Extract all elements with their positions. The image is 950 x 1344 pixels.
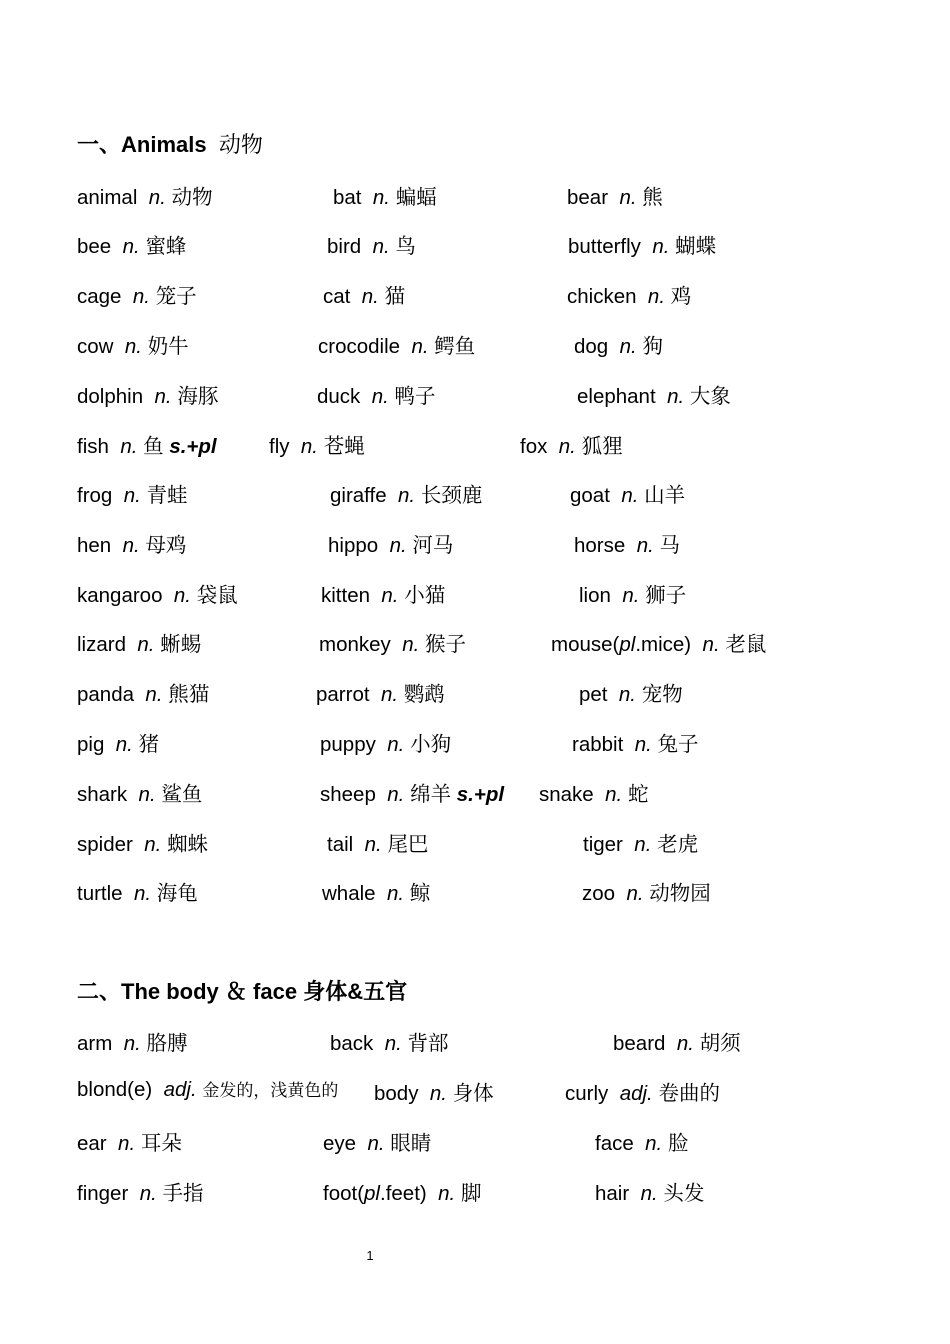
vocab-word: elephant bbox=[577, 385, 656, 408]
chinese-meaning: 熊猫 bbox=[168, 683, 210, 706]
part-of-speech: n. bbox=[144, 833, 162, 856]
vocab-entry bbox=[77, 677, 209, 707]
chinese-meaning: 熊 bbox=[642, 186, 663, 209]
part-of-speech: n. bbox=[120, 435, 138, 458]
chinese-meaning: 鲨鱼 bbox=[161, 783, 203, 806]
part-of-speech: n. bbox=[381, 584, 399, 607]
part-of-speech: n. bbox=[384, 1032, 402, 1055]
chinese-meaning: 兔子 bbox=[657, 733, 699, 756]
vocab-entry bbox=[539, 777, 648, 807]
plural-marker: pl bbox=[364, 1182, 380, 1205]
vocab-word: whale bbox=[322, 882, 376, 905]
part-of-speech: n. bbox=[115, 733, 133, 756]
vocab-word: cage bbox=[77, 285, 122, 308]
part-of-speech: n. bbox=[647, 285, 666, 308]
vocab-word: hen bbox=[77, 534, 112, 557]
vocab-word: pet bbox=[579, 683, 608, 706]
vocab-entry bbox=[77, 379, 218, 409]
part-of-speech: n. bbox=[380, 683, 399, 706]
vocab-row bbox=[0, 229, 950, 269]
vocab-entry bbox=[77, 478, 188, 508]
chinese-meaning: 绵羊 bbox=[410, 783, 452, 806]
vocab-row bbox=[0, 777, 950, 817]
vocab-word: goat bbox=[570, 484, 610, 507]
vocab-row bbox=[0, 379, 950, 419]
chinese-meaning: 鳄鱼 bbox=[434, 335, 476, 358]
vocab-entry bbox=[77, 429, 217, 459]
vocab-row bbox=[0, 429, 950, 469]
vocab-word: giraffe bbox=[330, 484, 387, 507]
vocab-entry bbox=[323, 1126, 431, 1156]
chinese-meaning: 鸡 bbox=[670, 285, 692, 308]
part-of-speech: n. bbox=[361, 285, 379, 308]
vocab-row bbox=[0, 876, 950, 916]
chinese-meaning: 苍蝇 bbox=[323, 435, 365, 458]
vocab-entry bbox=[327, 229, 416, 259]
vocab-word: bee bbox=[77, 235, 112, 258]
part-of-speech: n. bbox=[667, 385, 685, 408]
vocab-word: eye bbox=[323, 1132, 357, 1155]
section-heading-animals bbox=[77, 128, 263, 159]
vocab-word: animal bbox=[77, 186, 138, 209]
vocab-word: tail bbox=[327, 833, 354, 856]
vocab-word: curly bbox=[565, 1082, 609, 1105]
part-of-speech: n. bbox=[386, 882, 405, 905]
vocab-word: bird bbox=[327, 235, 362, 258]
vocab-entry bbox=[330, 1026, 449, 1056]
chinese-meaning: 海龟 bbox=[156, 882, 198, 905]
part-of-speech: n. bbox=[558, 435, 576, 458]
section-title-cn: 动物 bbox=[218, 132, 263, 157]
chinese-meaning: 鸟 bbox=[395, 235, 416, 258]
vocab-word: bat bbox=[333, 186, 362, 209]
part-of-speech: n. bbox=[398, 484, 416, 507]
vocab-row bbox=[0, 279, 950, 319]
chinese-meaning: 胳膊 bbox=[146, 1032, 188, 1055]
vocab-row bbox=[0, 528, 950, 568]
chinese-meaning: 海豚 bbox=[177, 385, 219, 408]
part-of-speech: n. bbox=[387, 783, 405, 806]
vocab-entry bbox=[322, 876, 430, 906]
vocab-entry bbox=[582, 876, 711, 906]
vocab-word: snake bbox=[539, 783, 594, 806]
vocab-word: parrot bbox=[316, 683, 370, 706]
chinese-meaning: 奶牛 bbox=[147, 335, 189, 358]
vocab-entry bbox=[77, 1026, 188, 1056]
vocab-word: rabbit bbox=[572, 733, 624, 756]
chinese-meaning: 动物 bbox=[171, 186, 213, 209]
part-of-speech: n. bbox=[429, 1082, 447, 1105]
vocab-entry bbox=[77, 1076, 338, 1102]
part-of-speech: n. bbox=[122, 534, 140, 557]
vocab-word: pig bbox=[77, 733, 105, 756]
part-of-speech: n. bbox=[300, 435, 319, 458]
plural-marker: pl bbox=[619, 633, 636, 656]
vocab-row bbox=[0, 727, 950, 767]
vocab-word: monkey bbox=[319, 633, 391, 656]
vocab-word: spider bbox=[77, 833, 133, 856]
chinese-meaning: 山羊 bbox=[644, 484, 686, 507]
vocab-word: ear bbox=[77, 1132, 107, 1155]
part-of-speech: n. bbox=[636, 534, 654, 557]
chinese-meaning: 蝙蝠 bbox=[395, 186, 437, 209]
chinese-meaning: 脸 bbox=[667, 1132, 689, 1155]
part-of-speech: n. bbox=[123, 1032, 141, 1055]
vocab-word: mouse( bbox=[551, 633, 620, 656]
part-of-speech: n. bbox=[123, 484, 141, 507]
vocab-word: face bbox=[595, 1132, 634, 1155]
vocab-entry bbox=[77, 279, 197, 309]
part-of-speech: n. bbox=[702, 633, 720, 656]
chinese-meaning: 鲸 bbox=[409, 882, 431, 905]
number-note: s.+pl bbox=[456, 783, 505, 806]
chinese-meaning: 耳朵 bbox=[140, 1132, 182, 1155]
vocab-word: chicken bbox=[567, 285, 637, 308]
vocab-word: dolphin bbox=[77, 385, 144, 408]
vocab-word: fox bbox=[520, 435, 548, 458]
part-of-speech: n. bbox=[138, 783, 156, 806]
vocab-row bbox=[0, 1076, 950, 1116]
vocab-word: zoo bbox=[582, 882, 616, 905]
vocab-entry bbox=[77, 1126, 182, 1156]
part-of-speech: n. bbox=[133, 882, 152, 905]
chinese-meaning: 蜘蛛 bbox=[167, 833, 209, 856]
vocab-entry bbox=[333, 180, 437, 210]
vocab-word: kitten bbox=[321, 584, 370, 607]
vocab-entry bbox=[577, 379, 731, 409]
vocab-entry bbox=[583, 827, 698, 857]
chinese-meaning: 蛇 bbox=[627, 783, 649, 806]
vocab-entry bbox=[321, 578, 445, 608]
chinese-meaning: 蜥蜴 bbox=[160, 633, 202, 656]
part-of-speech: n. bbox=[621, 484, 639, 507]
chinese-meaning: 鱼 bbox=[143, 435, 164, 458]
vocab-row bbox=[0, 827, 950, 867]
vocab-word: arm bbox=[77, 1032, 113, 1055]
vocab-word: fly bbox=[269, 435, 290, 458]
vocab-entry bbox=[77, 528, 186, 558]
chinese-meaning: 狐狸 bbox=[581, 435, 623, 458]
part-of-speech: adj. bbox=[163, 1078, 197, 1101]
part-of-speech: n. bbox=[605, 783, 623, 806]
chinese-meaning: 鹦鹉 bbox=[403, 683, 445, 706]
chinese-meaning: 身体 bbox=[452, 1082, 494, 1105]
vocab-word: hippo bbox=[328, 534, 379, 557]
part-of-speech: n. bbox=[154, 385, 172, 408]
vocab-row bbox=[0, 180, 950, 220]
vocab-entry bbox=[77, 876, 198, 906]
chinese-meaning: 袋鼠 bbox=[196, 584, 238, 607]
vocab-entry bbox=[574, 329, 663, 359]
section-heading-body bbox=[77, 975, 407, 1006]
part-of-speech: n. bbox=[618, 683, 637, 706]
vocab-word: duck bbox=[317, 385, 361, 408]
part-of-speech: n. bbox=[371, 385, 389, 408]
part-of-speech: n. bbox=[402, 633, 420, 656]
vocab-word: dog bbox=[574, 335, 609, 358]
vocab-entry bbox=[320, 727, 451, 757]
chinese-meaning: 动物园 bbox=[649, 882, 711, 905]
chinese-meaning: 猴子 bbox=[425, 633, 466, 656]
part-of-speech: n. bbox=[124, 335, 142, 358]
vocab-entry bbox=[317, 379, 436, 409]
vocab-entry bbox=[77, 329, 189, 359]
part-of-speech: n. bbox=[645, 1132, 663, 1155]
vocab-word: panda bbox=[77, 683, 135, 706]
vocab-word: blond(e) bbox=[77, 1078, 153, 1101]
section-prefix: 一、 bbox=[77, 132, 122, 157]
chinese-meaning: 蝴蝶 bbox=[675, 235, 717, 258]
vocab-row bbox=[0, 578, 950, 618]
part-of-speech: n. bbox=[173, 584, 191, 607]
vocab-entry bbox=[374, 1076, 494, 1106]
page-number: 1 bbox=[366, 1248, 374, 1263]
part-of-speech: n. bbox=[438, 1182, 456, 1205]
vocab-entry bbox=[330, 478, 482, 508]
vocab-entry bbox=[316, 677, 445, 707]
chinese-meaning: 河马 bbox=[412, 534, 454, 557]
vocab-entry bbox=[570, 478, 685, 508]
vocab-entry bbox=[551, 627, 766, 657]
vocab-entry bbox=[77, 180, 213, 210]
vocab-word: lion bbox=[579, 584, 611, 607]
vocab-entry bbox=[323, 1176, 481, 1206]
chinese-meaning: 猪 bbox=[138, 733, 160, 756]
section-title-en: Animals bbox=[121, 132, 207, 157]
chinese-meaning: 小猫 bbox=[404, 584, 446, 607]
vocab-word: tiger bbox=[583, 833, 623, 856]
part-of-speech: n. bbox=[411, 335, 429, 358]
vocab-entry bbox=[77, 627, 201, 657]
vocab-entry bbox=[595, 1126, 688, 1156]
vocab-row bbox=[0, 1026, 950, 1066]
vocab-word: crocodile bbox=[318, 335, 401, 358]
chinese-meaning: 金发的，浅黄色的 bbox=[202, 1081, 339, 1100]
part-of-speech: n. bbox=[389, 534, 407, 557]
vocab-word: foot( bbox=[323, 1182, 365, 1205]
vocab-entry bbox=[328, 528, 453, 558]
vocab-word: fish bbox=[77, 435, 109, 458]
part-of-speech: n. bbox=[364, 833, 382, 856]
vocab-word: butterfly bbox=[568, 235, 641, 258]
part-of-speech: n. bbox=[622, 584, 640, 607]
chinese-meaning: 老鼠 bbox=[725, 633, 767, 656]
vocab-entry bbox=[77, 827, 208, 857]
part-of-speech: n. bbox=[148, 186, 166, 209]
part-of-speech: n. bbox=[372, 235, 390, 258]
chinese-meaning: 尾巴 bbox=[387, 833, 429, 856]
chinese-meaning: 长颈鹿 bbox=[420, 484, 483, 507]
vocab-entry bbox=[572, 727, 699, 757]
chinese-meaning: 眼睛 bbox=[390, 1132, 432, 1155]
vocab-word: turtle bbox=[77, 882, 123, 905]
vocab-row bbox=[0, 1126, 950, 1166]
vocab-entry bbox=[318, 329, 475, 359]
section-prefix: 二、 bbox=[77, 979, 122, 1004]
vocab-entry bbox=[77, 727, 159, 757]
vocab-word: bear bbox=[567, 186, 609, 209]
vocab-word: puppy bbox=[320, 733, 376, 756]
vocab-entry bbox=[77, 229, 186, 259]
vocab-row bbox=[0, 1176, 950, 1216]
vocab-entry bbox=[613, 1026, 741, 1056]
part-of-speech: n. bbox=[122, 235, 140, 258]
part-of-speech: n. bbox=[626, 882, 644, 905]
section-title-en: The body ＆ face bbox=[121, 979, 298, 1004]
chinese-meaning: 小狗 bbox=[410, 733, 452, 756]
chinese-meaning: 马 bbox=[659, 534, 680, 557]
vocab-entry bbox=[565, 1076, 720, 1106]
vocab-entry bbox=[568, 229, 716, 259]
vocab-word: beard bbox=[613, 1032, 666, 1055]
vocab-row bbox=[0, 677, 950, 717]
vocab-entry bbox=[319, 627, 466, 657]
vocab-word: finger bbox=[77, 1182, 129, 1205]
vocab-entry bbox=[327, 827, 428, 857]
chinese-meaning: 鸭子 bbox=[394, 385, 436, 408]
section-title-cn: 身体&五官 bbox=[303, 979, 408, 1004]
chinese-meaning: 胡须 bbox=[699, 1032, 741, 1055]
vocab-word: shark bbox=[77, 783, 128, 806]
plural-form: .feet) bbox=[380, 1182, 427, 1205]
chinese-meaning: 狗 bbox=[642, 335, 663, 358]
vocab-entry bbox=[77, 1176, 204, 1206]
vocab-entry bbox=[574, 528, 680, 558]
vocab-word: body bbox=[374, 1082, 419, 1105]
vocab-entry bbox=[579, 677, 683, 707]
chinese-meaning: 母鸡 bbox=[145, 534, 187, 557]
vocab-row bbox=[0, 627, 950, 667]
vocab-word: hair bbox=[595, 1182, 630, 1205]
part-of-speech: n. bbox=[634, 733, 652, 756]
vocab-entry bbox=[320, 777, 504, 807]
vocab-entry bbox=[595, 1176, 704, 1206]
vocab-word: back bbox=[330, 1032, 374, 1055]
part-of-speech: n. bbox=[652, 235, 670, 258]
vocab-word: sheep bbox=[320, 783, 376, 806]
chinese-meaning: 脚 bbox=[460, 1182, 482, 1205]
part-of-speech: n. bbox=[137, 633, 155, 656]
vocab-word: frog bbox=[77, 484, 113, 507]
vocab-word: horse bbox=[574, 534, 626, 557]
part-of-speech: n. bbox=[619, 335, 637, 358]
chinese-meaning: 头发 bbox=[663, 1182, 705, 1205]
vocab-entry bbox=[567, 180, 663, 210]
chinese-meaning: 背部 bbox=[407, 1032, 449, 1055]
vocab-entry bbox=[567, 279, 691, 309]
part-of-speech: n. bbox=[139, 1182, 157, 1205]
chinese-meaning: 猫 bbox=[384, 285, 406, 308]
vocab-row bbox=[0, 478, 950, 518]
part-of-speech: n. bbox=[372, 186, 391, 209]
chinese-meaning: 手指 bbox=[162, 1182, 204, 1205]
vocab-word: lizard bbox=[77, 633, 126, 656]
chinese-meaning: 大象 bbox=[689, 385, 731, 408]
part-of-speech: n. bbox=[676, 1032, 694, 1055]
part-of-speech: n. bbox=[387, 733, 405, 756]
plural-form: .mice) bbox=[635, 633, 692, 656]
vocab-entry bbox=[520, 429, 623, 459]
part-of-speech: n. bbox=[367, 1132, 385, 1155]
vocab-row bbox=[0, 329, 950, 369]
part-of-speech: n. bbox=[132, 285, 150, 308]
part-of-speech: n. bbox=[634, 833, 652, 856]
chinese-meaning: 卷曲的 bbox=[658, 1082, 720, 1105]
part-of-speech: n. bbox=[118, 1132, 136, 1155]
part-of-speech: n. bbox=[145, 683, 163, 706]
part-of-speech: n. bbox=[640, 1182, 658, 1205]
chinese-meaning: 老虎 bbox=[657, 833, 699, 856]
vocab-entry bbox=[77, 578, 238, 608]
number-note: s.+pl bbox=[169, 435, 217, 458]
vocab-word: kangaroo bbox=[77, 584, 163, 607]
chinese-meaning: 狮子 bbox=[645, 584, 687, 607]
chinese-meaning: 蜜蜂 bbox=[145, 235, 187, 258]
part-of-speech: adj. bbox=[619, 1082, 653, 1105]
vocab-word: cow bbox=[77, 335, 114, 358]
vocab-word: cat bbox=[323, 285, 351, 308]
vocab-entry bbox=[323, 279, 405, 309]
vocab-entry bbox=[579, 578, 686, 608]
chinese-meaning: 笼子 bbox=[155, 285, 197, 308]
vocab-entry bbox=[269, 429, 365, 459]
chinese-meaning: 青蛙 bbox=[146, 484, 188, 507]
chinese-meaning: 宠物 bbox=[641, 683, 683, 706]
part-of-speech: n. bbox=[619, 186, 637, 209]
vocab-entry bbox=[77, 777, 202, 807]
